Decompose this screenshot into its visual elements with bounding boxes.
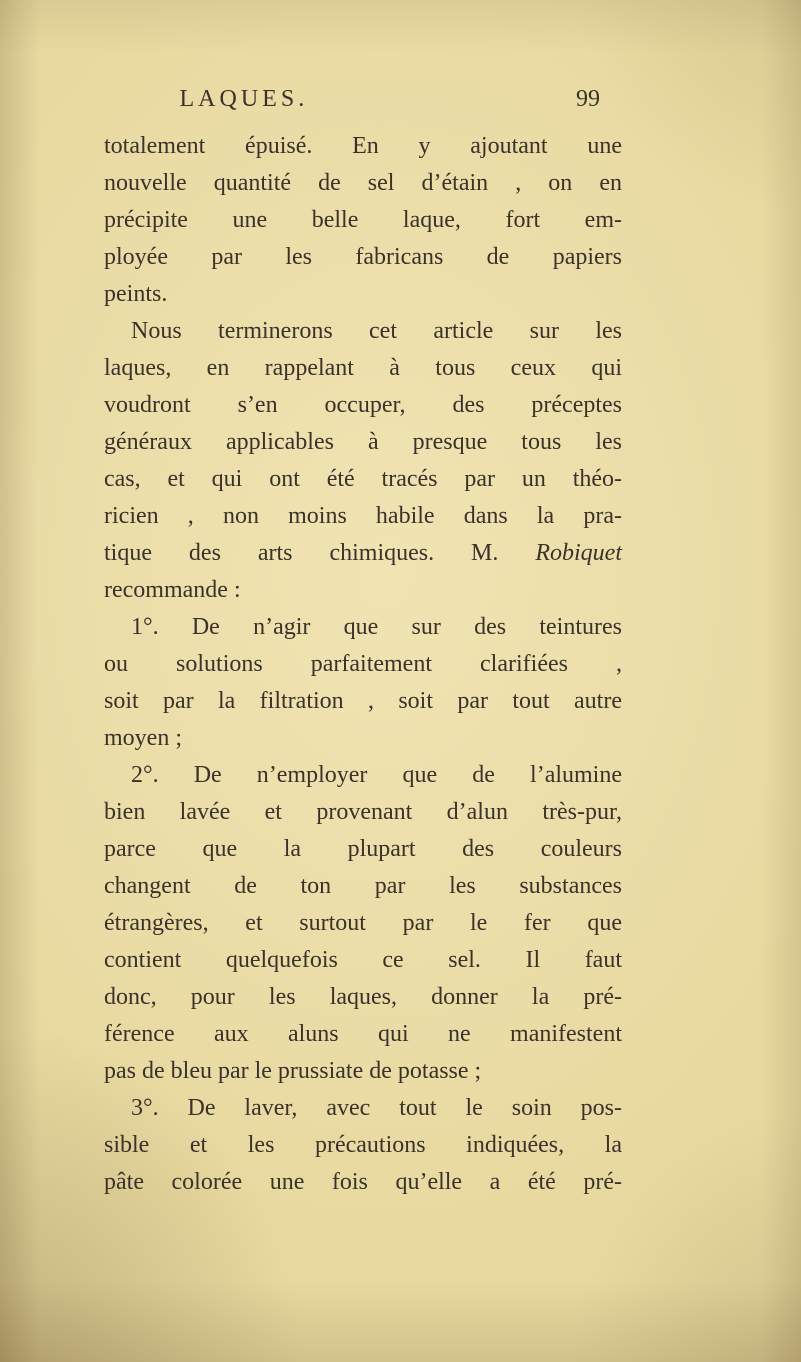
text-line: 3°. De laver, avec tout le soin pos- <box>131 1095 622 1121</box>
text-line: 1°. De n’agir que sur des teintures <box>131 614 622 640</box>
paragraphs-container <box>104 128 622 1201</box>
text-line: ou solutions parfaitement clarifiées , <box>104 651 622 677</box>
paragraph <box>104 128 622 313</box>
paragraph <box>104 609 622 757</box>
text-line: changent de ton par les substances <box>104 873 622 899</box>
text-line: sible et les précautions indiquées, la <box>104 1132 622 1158</box>
text-line: soit par la filtration , soit par tout autre <box>104 688 622 714</box>
text-line: laques, en rappelant à tous ceux qui <box>104 355 622 381</box>
text-line: totalement épuisé. En y ajoutant une <box>104 133 622 159</box>
text-line: recommande : <box>104 577 241 603</box>
paragraph <box>104 1090 622 1201</box>
text-line: parce que la plupart des couleurs <box>104 836 622 862</box>
text-line: cas, et qui ont été tracés par un théo- <box>104 466 622 492</box>
paragraph <box>104 757 622 1090</box>
text-line: 2°. De n’employer que de l’alumine <box>131 762 622 788</box>
page-number: 99 <box>576 86 600 112</box>
running-title: LAQUES. <box>179 86 309 112</box>
text-line: précipite une belle laque, fort em- <box>104 207 622 233</box>
text-line: ployée par les fabricans de papiers <box>104 244 622 270</box>
text-line: voudront s’en occuper, des préceptes <box>104 392 622 418</box>
paragraph <box>104 313 622 609</box>
text-line: pâte colorée une fois qu’elle a été pré- <box>104 1169 622 1195</box>
text-block <box>104 86 622 1201</box>
text-line: pas de bleu par le prussiate de potasse ; <box>104 1058 482 1084</box>
page-header <box>104 86 622 120</box>
text-line: généraux applicables à presque tous les <box>104 429 622 455</box>
text-line <box>104 535 622 572</box>
italic-text: Robiquet <box>535 540 622 566</box>
text-line: Nous terminerons cet article sur les <box>131 318 622 344</box>
text-line: nouvelle quantité de sel d’étain , on en <box>104 170 622 196</box>
text-line: étrangères, et surtout par le fer que <box>104 910 622 936</box>
text-line: peints. <box>104 281 168 307</box>
text-line: donc, pour les laques, donner la pré- <box>104 984 622 1010</box>
text-line: bien lavée et provenant d’alun très-pur, <box>104 799 622 825</box>
text-line: contient quelquefois ce sel. Il faut <box>104 947 622 973</box>
text-line: moyen ; <box>104 725 182 751</box>
text-line: ricien , non moins habile dans la pra- <box>104 503 622 529</box>
text-segment: tique des arts chimiques. M. <box>104 540 536 566</box>
text-line: férence aux aluns qui ne manifestent <box>104 1021 622 1047</box>
